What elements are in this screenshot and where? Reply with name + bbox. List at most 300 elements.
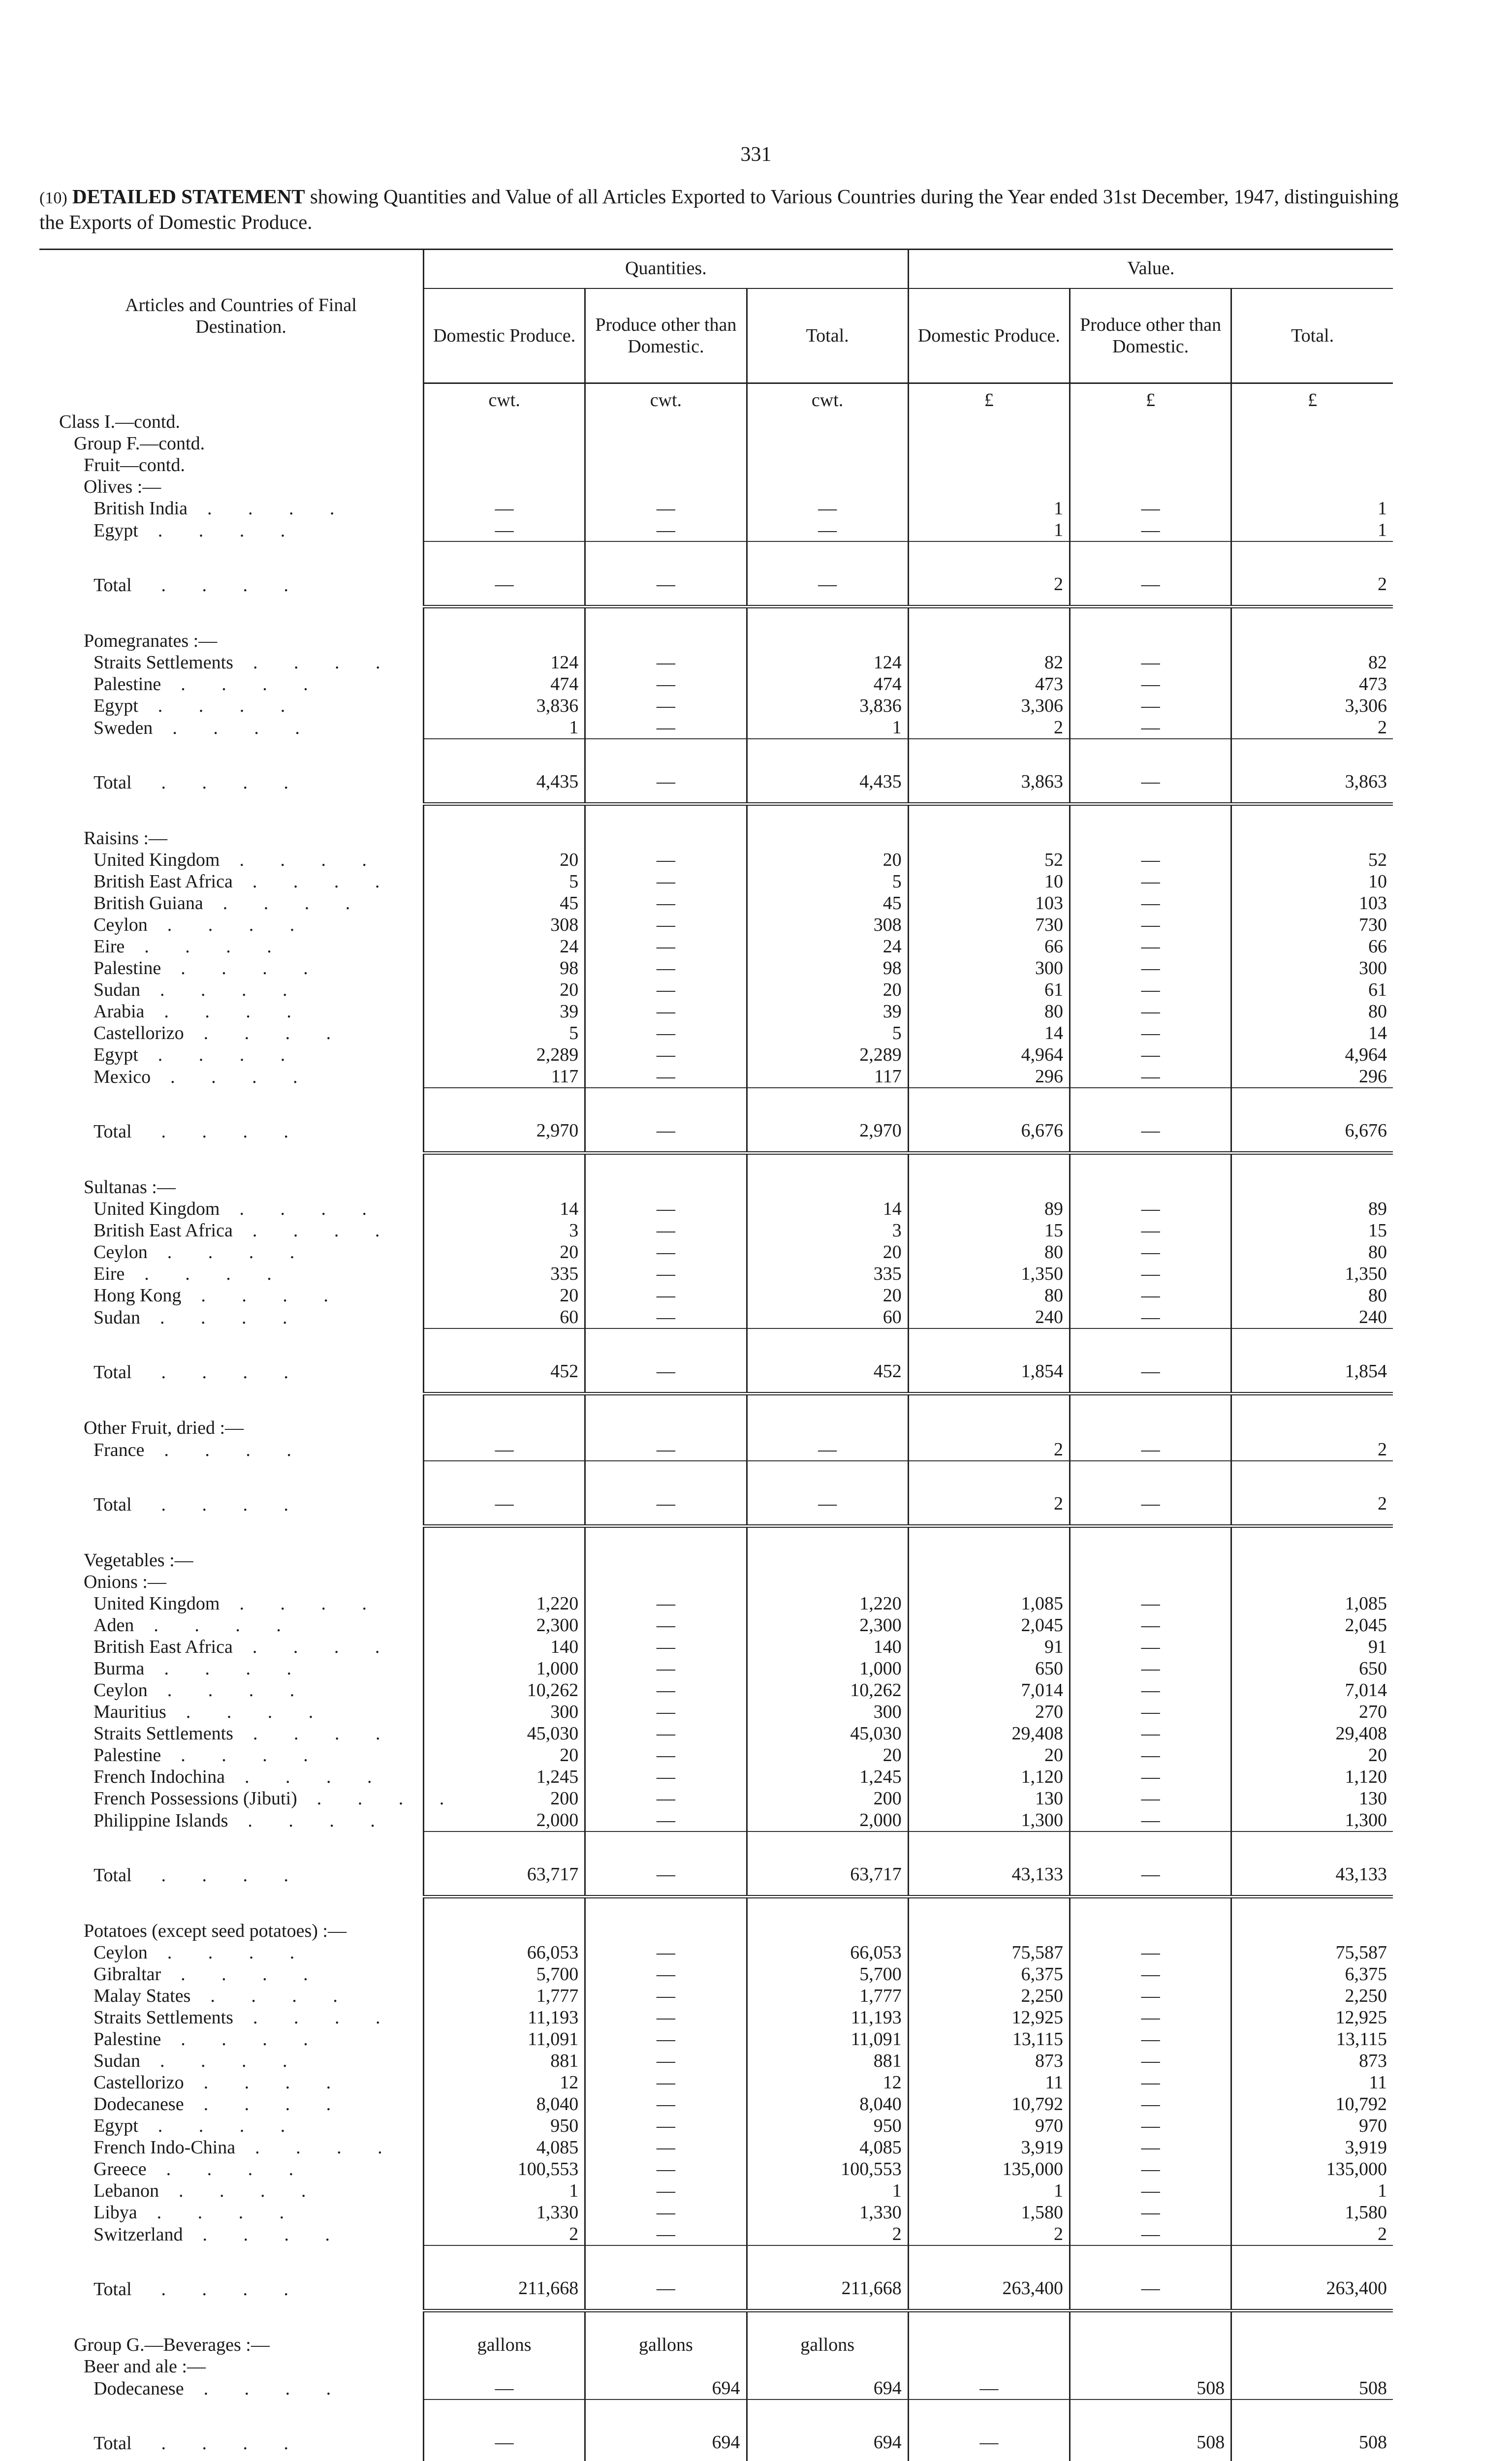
unit-cell: cwt. xyxy=(424,383,585,411)
empty-cell xyxy=(908,1571,1070,1593)
empty-cell xyxy=(1231,476,1393,498)
value-cell: — xyxy=(585,2050,747,2072)
country-label: Sudan xyxy=(94,979,140,1000)
country-label: British East Africa xyxy=(94,1220,233,1241)
table-header xyxy=(39,185,1408,234)
value-cell: — xyxy=(585,1636,747,1658)
total-cell: — xyxy=(1070,1483,1231,1526)
value-cell: 474 xyxy=(424,673,585,695)
value-cell: — xyxy=(585,695,747,717)
value-cell: 296 xyxy=(908,1066,1070,1088)
table-row xyxy=(59,1285,1393,1306)
country-label: Gibraltar xyxy=(94,1964,161,1985)
total-label: Total xyxy=(94,1494,132,1515)
country-label: Libya xyxy=(94,2202,137,2223)
value-cell: — xyxy=(1070,1220,1231,1241)
value-cell: — xyxy=(1070,2093,1231,2115)
country-label: Arabia xyxy=(94,1001,145,1022)
value-cell: 3 xyxy=(424,1220,585,1241)
empty-cell xyxy=(585,1417,747,1439)
empty-cell xyxy=(747,1571,908,1593)
leader-dots: . . . . xyxy=(164,1001,307,1022)
leader-dots: . . . . xyxy=(144,936,287,957)
table-row xyxy=(59,979,1393,1001)
empty-cell xyxy=(424,1176,585,1198)
value-cell: — xyxy=(585,1198,747,1220)
value-cell: 694 xyxy=(585,2377,747,2399)
table-row xyxy=(59,936,1393,957)
leader-dots: . . . . xyxy=(158,520,301,541)
leader-dots: . . . . xyxy=(210,1986,353,2006)
leader-dots: . . . . xyxy=(186,1702,329,1722)
value-cell: 1,120 xyxy=(908,1766,1070,1788)
value-cell: 3 xyxy=(747,1220,908,1241)
table-row xyxy=(59,1593,1393,1614)
total-cell: — xyxy=(585,1110,747,1153)
value-cell: 24 xyxy=(424,936,585,957)
column-header-val-total: Total. xyxy=(1231,288,1393,383)
leader-dots: . . . . xyxy=(181,1964,324,1985)
total-cell: — xyxy=(585,761,747,804)
total-label: Total xyxy=(94,1361,132,1383)
value-cell: — xyxy=(1070,1593,1231,1614)
value-cell: — xyxy=(585,2223,747,2245)
value-cell: 20 xyxy=(424,849,585,871)
value-cell: 3,306 xyxy=(908,695,1070,717)
total-row xyxy=(59,1854,1393,1897)
value-cell: 474 xyxy=(747,673,908,695)
value-cell: 300 xyxy=(747,1701,908,1723)
value-cell: 2 xyxy=(1231,1439,1393,1461)
value-cell: — xyxy=(1070,519,1231,541)
country-label: Straits Settlements xyxy=(94,2007,233,2028)
total-label: Total xyxy=(94,772,132,793)
table-row xyxy=(59,1942,1393,1963)
total-cell: 3,863 xyxy=(908,761,1070,804)
empty-cell xyxy=(585,476,747,498)
value-cell: — xyxy=(1070,2028,1231,2050)
value-cell: 1 xyxy=(747,717,908,739)
column-header-qty-other: Produce other than Domestic. xyxy=(585,288,747,383)
empty-cell xyxy=(1231,1920,1393,1942)
value-cell: 61 xyxy=(1231,979,1393,1001)
total-cell: 63,717 xyxy=(424,1854,585,1897)
empty-cell xyxy=(1231,1549,1393,1571)
total-cell: — xyxy=(424,2422,585,2461)
empty-cell xyxy=(585,1920,747,1942)
value-cell: 20 xyxy=(908,1744,1070,1766)
table-row xyxy=(59,498,1393,519)
value-cell: — xyxy=(1070,673,1231,695)
value-cell: 950 xyxy=(424,2115,585,2137)
spacer-row xyxy=(59,1394,1393,1418)
leader-dots: . . . . xyxy=(239,1199,382,1219)
units-row xyxy=(59,383,1393,411)
leader-dots: . . . . xyxy=(158,695,301,716)
total-cell: 2 xyxy=(1231,1483,1393,1526)
value-cell: 308 xyxy=(747,914,908,936)
value-cell: 98 xyxy=(424,957,585,979)
value-cell: 970 xyxy=(1231,2115,1393,2137)
value-cell: — xyxy=(1070,1723,1231,1744)
empty-cell xyxy=(1231,1571,1393,1593)
value-cell: 335 xyxy=(747,1263,908,1285)
value-cell: 20 xyxy=(747,1285,908,1306)
section-heading-row xyxy=(59,2356,1393,2377)
value-cell: 8,040 xyxy=(747,2093,908,2115)
table-row xyxy=(59,1766,1393,1788)
value-cell: — xyxy=(585,717,747,739)
table-row xyxy=(59,695,1393,717)
table-row xyxy=(59,1985,1393,2007)
table-row xyxy=(59,652,1393,673)
country-label: Egypt xyxy=(94,1044,138,1065)
total-cell: — xyxy=(747,564,908,607)
unit-cell: cwt. xyxy=(747,383,908,411)
section-heading-row xyxy=(59,411,1393,433)
total-cell: 4,435 xyxy=(747,761,908,804)
empty-cell xyxy=(908,2334,1070,2356)
table-row xyxy=(59,2007,1393,2028)
total-cell: 263,400 xyxy=(1231,2268,1393,2311)
section-heading-row xyxy=(59,476,1393,498)
country-label: French Indochina xyxy=(94,1767,225,1787)
empty-cell xyxy=(1070,630,1231,652)
country-label: Burma xyxy=(94,1658,145,1679)
value-cell: — xyxy=(1070,1198,1231,1220)
value-cell: 1,580 xyxy=(1231,2202,1393,2223)
empty-cell xyxy=(1070,1571,1231,1593)
value-cell: — xyxy=(1070,1942,1231,1963)
value-cell: 650 xyxy=(908,1658,1070,1679)
country-label: Straits Settlements xyxy=(94,1723,233,1744)
value-cell: — xyxy=(585,1220,747,1241)
country-label: Eire xyxy=(94,1263,125,1284)
value-cell: 5,700 xyxy=(747,1963,908,1985)
value-cell: 2 xyxy=(1231,2223,1393,2245)
country-label: Sudan xyxy=(94,1307,140,1328)
total-cell: — xyxy=(1070,1110,1231,1153)
leader-dots: . . . . xyxy=(252,871,396,892)
value-cell: 11 xyxy=(1231,2072,1393,2093)
empty-cell xyxy=(908,1549,1070,1571)
value-cell: 1,245 xyxy=(747,1766,908,1788)
value-cell: — xyxy=(1070,1241,1231,1263)
value-cell: 5 xyxy=(424,1022,585,1044)
total-cell: 2,970 xyxy=(424,1110,585,1153)
table-row xyxy=(59,892,1393,914)
value-cell: — xyxy=(1070,1744,1231,1766)
column-header-qty-total: Total. xyxy=(747,288,908,383)
value-cell: — xyxy=(1070,652,1231,673)
country-label: Greece xyxy=(94,2159,147,2179)
leader-dots: . . . . xyxy=(181,2029,324,2050)
value-cell: 7,014 xyxy=(1231,1679,1393,1701)
spacer-row xyxy=(59,2311,1393,2335)
total-cell: 63,717 xyxy=(747,1854,908,1897)
leader-dots: . . . . xyxy=(167,1680,311,1701)
value-cell: — xyxy=(585,979,747,1001)
country-label: France xyxy=(94,1440,145,1460)
value-cell: 3,836 xyxy=(747,695,908,717)
value-cell: — xyxy=(585,871,747,892)
country-label: French Indo-China xyxy=(94,2137,236,2158)
empty-cell xyxy=(747,827,908,849)
value-cell: 3,306 xyxy=(1231,695,1393,717)
value-cell: — xyxy=(1070,1809,1231,1831)
value-cell: — xyxy=(585,1963,747,1985)
leader-dots: . . . . xyxy=(203,1023,347,1043)
section-heading-row xyxy=(59,1571,1393,1593)
table-row xyxy=(59,2137,1393,2158)
total-row xyxy=(59,2268,1393,2311)
total-cell: 694 xyxy=(747,2422,908,2461)
leader-dots: . . . . xyxy=(181,958,324,978)
total-cell: — xyxy=(1070,564,1231,607)
leader-dots: . . . . xyxy=(255,2137,398,2158)
value-cell: 12,925 xyxy=(908,2007,1070,2028)
empty-cell xyxy=(747,454,908,476)
value-cell: 730 xyxy=(1231,914,1393,936)
value-cell: 508 xyxy=(1070,2377,1231,2399)
spacer-row xyxy=(59,607,1393,631)
value-cell: — xyxy=(585,1679,747,1701)
value-cell: 1,245 xyxy=(424,1766,585,1788)
total-cell: 2 xyxy=(1231,564,1393,607)
value-cell: — xyxy=(585,1766,747,1788)
country-label: British East Africa xyxy=(94,1637,233,1657)
value-cell: — xyxy=(424,2377,585,2399)
column-group-quantities: Quantities. xyxy=(424,249,909,288)
table-row xyxy=(59,2223,1393,2245)
table-row xyxy=(59,1963,1393,1985)
value-cell: — xyxy=(1070,1044,1231,1066)
leader-dots: . . . . xyxy=(248,1810,391,1831)
value-cell: 1 xyxy=(1231,498,1393,519)
total-cell: 2 xyxy=(908,564,1070,607)
value-cell: — xyxy=(585,849,747,871)
leader-dots: . . . . xyxy=(244,1767,388,1787)
table-row xyxy=(59,1809,1393,1831)
value-cell: 103 xyxy=(908,892,1070,914)
leader-dots: . . . . xyxy=(161,1494,305,1515)
value-cell: — xyxy=(424,498,585,519)
leader-dots: . . . . xyxy=(161,2278,305,2300)
value-cell: 8,040 xyxy=(424,2093,585,2115)
table-body xyxy=(59,411,1393,2461)
total-cell: 2,970 xyxy=(747,1110,908,1153)
table-row xyxy=(59,1263,1393,1285)
table-row xyxy=(59,2377,1393,2399)
value-cell: — xyxy=(585,1593,747,1614)
value-cell: 2,289 xyxy=(424,1044,585,1066)
empty-cell xyxy=(747,1549,908,1571)
country-label: Ceylon xyxy=(94,1242,148,1262)
value-cell: 45 xyxy=(747,892,908,914)
total-cell: — xyxy=(585,1351,747,1394)
section-heading: Potatoes (except seed potatoes) :— xyxy=(84,1921,346,1941)
table-row xyxy=(59,2028,1393,2050)
leader-dots: . . . . xyxy=(166,2159,310,2179)
table-row xyxy=(59,871,1393,892)
table-row xyxy=(59,2180,1393,2202)
value-cell: 140 xyxy=(424,1636,585,1658)
country-label: Dodecanese xyxy=(94,2378,184,2399)
value-cell: 13,115 xyxy=(908,2028,1070,2050)
value-cell: 1 xyxy=(424,2180,585,2202)
value-cell: 3,836 xyxy=(424,695,585,717)
leader-dots: . . . . xyxy=(161,1361,305,1383)
table-row xyxy=(59,1220,1393,1241)
total-row xyxy=(59,564,1393,607)
value-cell: — xyxy=(585,2115,747,2137)
empty-cell xyxy=(747,1920,908,1942)
total-label: Total xyxy=(94,2278,132,2300)
value-cell: — xyxy=(585,1658,747,1679)
value-cell: 11 xyxy=(908,2072,1070,2093)
empty-cell xyxy=(908,1417,1070,1439)
empty-cell xyxy=(585,1549,747,1571)
table-row xyxy=(59,1636,1393,1658)
value-cell: 10,262 xyxy=(747,1679,908,1701)
empty-cell xyxy=(1070,1549,1231,1571)
empty-cell xyxy=(1070,827,1231,849)
total-cell: 1,854 xyxy=(908,1351,1070,1394)
value-cell: 45,030 xyxy=(424,1723,585,1744)
value-cell: 508 xyxy=(1231,2377,1393,2399)
value-cell: 1,580 xyxy=(908,2202,1070,2223)
value-cell: — xyxy=(1070,1788,1231,1809)
spacer-row xyxy=(59,2399,1393,2422)
total-cell: — xyxy=(1070,1351,1231,1394)
country-label: United Kingdom xyxy=(94,1199,220,1219)
country-label: British India xyxy=(94,498,188,519)
leader-dots: . . . . xyxy=(178,2180,322,2201)
leader-dots: . . . . xyxy=(181,674,324,694)
table-row xyxy=(59,1044,1393,1066)
value-cell: — xyxy=(1070,2007,1231,2028)
value-cell: 6,375 xyxy=(1231,1963,1393,1985)
value-cell: — xyxy=(585,1788,747,1809)
section-heading-row xyxy=(59,433,1393,454)
total-cell: 2 xyxy=(908,1483,1070,1526)
country-label: Ceylon xyxy=(94,1680,148,1701)
value-cell: 11,193 xyxy=(424,2007,585,2028)
total-row xyxy=(59,1110,1393,1153)
total-cell: 6,676 xyxy=(908,1110,1070,1153)
value-cell: — xyxy=(585,1809,747,1831)
value-cell: 20 xyxy=(424,1744,585,1766)
value-cell: 1,330 xyxy=(747,2202,908,2223)
empty-cell xyxy=(424,454,585,476)
total-cell: 211,668 xyxy=(747,2268,908,2311)
value-cell: 52 xyxy=(1231,849,1393,871)
leader-dots: . . . . xyxy=(167,1242,311,1262)
value-cell: 45,030 xyxy=(747,1723,908,1744)
country-label: Sweden xyxy=(94,718,153,738)
value-cell: 124 xyxy=(747,652,908,673)
empty-cell xyxy=(1070,1176,1231,1198)
country-label: Castellorizo xyxy=(94,1023,184,1043)
total-label: Total xyxy=(94,1864,132,1886)
empty-cell xyxy=(908,827,1070,849)
empty-cell xyxy=(424,1549,585,1571)
value-cell: 130 xyxy=(908,1788,1070,1809)
value-cell: 80 xyxy=(908,1241,1070,1263)
spacer-row xyxy=(59,1328,1393,1351)
total-row xyxy=(59,761,1393,804)
empty-cell xyxy=(585,1176,747,1198)
total-cell: 694 xyxy=(585,2422,747,2461)
value-cell: — xyxy=(1070,871,1231,892)
table-row xyxy=(59,2202,1393,2223)
value-cell: 2 xyxy=(908,2223,1070,2245)
value-cell: 5 xyxy=(424,871,585,892)
value-cell: — xyxy=(1070,2180,1231,2202)
spacer-row xyxy=(59,1461,1393,1483)
table-row xyxy=(59,1744,1393,1766)
value-cell: 98 xyxy=(747,957,908,979)
leader-dots: . . . . xyxy=(160,979,303,1000)
empty-cell xyxy=(585,630,747,652)
value-cell: 873 xyxy=(908,2050,1070,2072)
value-cell: 730 xyxy=(908,914,1070,936)
empty-cell xyxy=(1070,1417,1231,1439)
value-cell: 103 xyxy=(1231,892,1393,914)
unit-cell: gallons xyxy=(747,2334,908,2356)
value-cell: — xyxy=(585,1723,747,1744)
value-cell: 1 xyxy=(908,498,1070,519)
value-cell: 80 xyxy=(1231,1241,1393,1263)
value-cell: 66 xyxy=(1231,936,1393,957)
value-cell: 2,300 xyxy=(424,1614,585,1636)
value-cell: — xyxy=(1070,1614,1231,1636)
value-cell: 1,777 xyxy=(424,1985,585,2007)
country-label: Palestine xyxy=(94,958,161,978)
value-cell: 1,120 xyxy=(1231,1766,1393,1788)
table-row xyxy=(59,1701,1393,1723)
value-cell: 1,000 xyxy=(747,1658,908,1679)
table-row xyxy=(59,1658,1393,1679)
column-group-value: Value. xyxy=(908,249,1393,288)
value-cell: — xyxy=(1070,1285,1231,1306)
empty-cell xyxy=(1231,2356,1393,2377)
value-cell: 66 xyxy=(908,936,1070,957)
value-cell: 20 xyxy=(1231,1744,1393,1766)
value-cell: 4,964 xyxy=(908,1044,1070,1066)
table-row xyxy=(59,519,1393,541)
leader-dots: . . . . xyxy=(167,915,311,935)
unit-cell: gallons xyxy=(585,2334,747,2356)
value-cell: — xyxy=(1070,2050,1231,2072)
column-header-val-domestic: Domestic Produce. xyxy=(908,288,1070,383)
value-cell: 1 xyxy=(1231,519,1393,541)
country-label: Egypt xyxy=(94,520,138,541)
country-label: Egypt xyxy=(94,2115,138,2136)
value-cell: — xyxy=(747,1439,908,1461)
value-cell: 82 xyxy=(908,652,1070,673)
value-cell: 60 xyxy=(424,1306,585,1328)
table-row xyxy=(59,914,1393,936)
total-cell: — xyxy=(585,564,747,607)
table-row xyxy=(59,1788,1393,1809)
value-cell: — xyxy=(1070,1263,1231,1285)
value-cell: 14 xyxy=(747,1198,908,1220)
unit-cell: £ xyxy=(908,383,1070,411)
value-cell: — xyxy=(424,519,585,541)
value-cell: — xyxy=(1070,936,1231,957)
value-cell: 20 xyxy=(424,979,585,1001)
